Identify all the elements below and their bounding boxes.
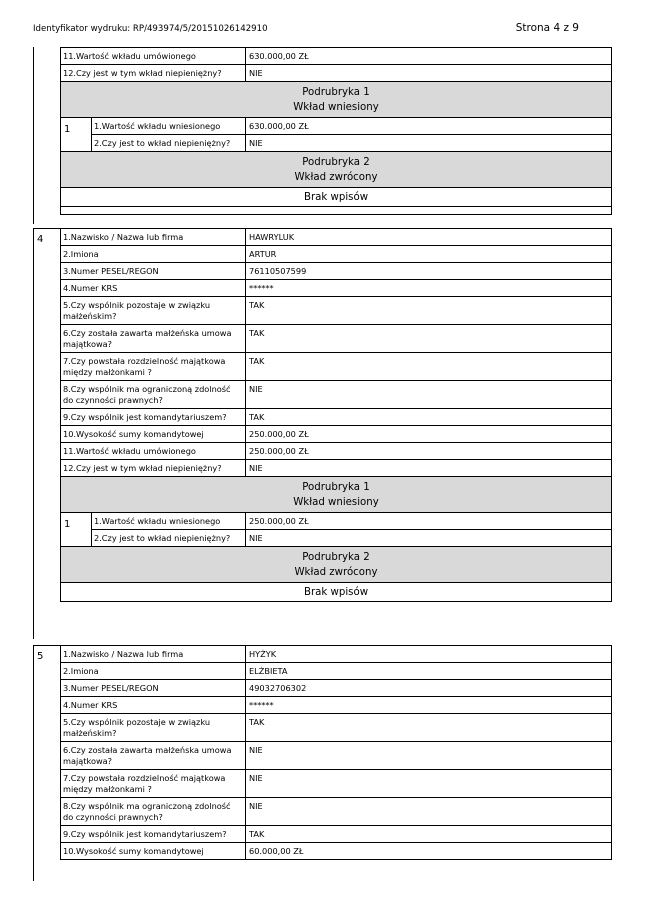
table-row [60, 826, 612, 843]
divider [60, 207, 612, 215]
row-label: 11.Wartość wkładu umówionego [61, 443, 246, 459]
row-value: NIE [249, 773, 263, 783]
table-row [60, 353, 612, 381]
row-value: 630.000,00 ZŁ [249, 51, 309, 61]
row-label: 9.Czy wspólnik jest komandytariuszem? [61, 826, 246, 842]
subsection-entry [60, 513, 612, 547]
row-label: 9.Czy wspólnik jest komandytariuszem? [61, 409, 246, 425]
row-label: 12.Czy jest w tym wkład niepieniężny? [61, 65, 246, 81]
table-row [60, 65, 612, 82]
partner-section-4 [33, 228, 612, 639]
table-row [60, 460, 612, 477]
row-value: 250.000,00 ZŁ [249, 429, 309, 439]
row-value: ARTUR [249, 249, 277, 259]
no-entries-text: Brak wpisów [60, 188, 612, 207]
row-value: NIE [249, 68, 263, 78]
row-value: NIE [249, 138, 263, 148]
table-row [60, 280, 612, 297]
row-label: 1.Wartość wkładu wniesionego [92, 513, 246, 529]
row-value: 250.000,00 ZŁ [249, 446, 309, 456]
row-label: 3.Numer PESEL/REGON [61, 263, 246, 279]
entry-index: 1 [60, 118, 91, 152]
subsection-header [60, 152, 612, 188]
entry-index: 1 [60, 513, 91, 547]
row-value: TAK [249, 717, 265, 727]
row-value: TAK [249, 412, 265, 422]
section-continued [33, 47, 612, 224]
subsection-entry [60, 118, 612, 152]
section-number: 5 [37, 651, 44, 662]
row-value: 60.000,00 ZŁ [249, 846, 304, 856]
table-row [60, 381, 612, 409]
row-value: TAK [249, 829, 265, 839]
table-row [60, 297, 612, 325]
row-label: 11.Wartość wkładu umówionego [61, 48, 246, 64]
row-value: 76110507599 [249, 266, 307, 276]
table-row [91, 513, 612, 530]
row-value: ****** [249, 283, 274, 293]
subsection-title: Podrubryka 2 [302, 552, 370, 563]
section-number: 4 [37, 234, 44, 245]
partner-section-5 [33, 645, 612, 881]
subsection-subtitle: Wkład zwrócony [294, 567, 378, 578]
table-row [60, 645, 612, 663]
print-identifier: Identyfikator wydruku: RP/493974/5/20151026142910 [33, 24, 268, 34]
section-number-column [33, 645, 61, 881]
table-row [60, 426, 612, 443]
row-label: 2.Czy jest to wkład niepieniężny? [92, 530, 246, 546]
row-label: 1.Nazwisko / Nazwa lub firma [61, 229, 246, 245]
row-label: 5.Czy wspólnik pozostaje w związku małżeńskim? [61, 297, 246, 324]
row-value: NIE [249, 745, 263, 755]
table-row [91, 530, 612, 547]
row-label: 6.Czy została zawarta małżeńska umowa majątkowa? [61, 325, 246, 352]
row-value: NIE [249, 533, 263, 543]
row-label: 7.Czy powstała rozdzielność majątkowa między małżonkami ? [61, 770, 246, 797]
row-label: 3.Numer PESEL/REGON [61, 680, 246, 696]
row-value: NIE [249, 801, 263, 811]
row-value: 250.000,00 ZŁ [249, 516, 309, 526]
table-row [60, 680, 612, 697]
section-number-column [33, 47, 61, 224]
table-row [60, 843, 612, 860]
row-label: 10.Wysokość sumy komandytowej [61, 843, 246, 859]
row-label: 8.Czy wspólnik ma ograniczoną zdolność do czynności prawnych? [61, 798, 246, 825]
table-row [60, 246, 612, 263]
row-label: 4.Numer KRS [61, 697, 246, 713]
table-row [60, 770, 612, 798]
row-label: 8.Czy wspólnik ma ograniczoną zdolność do czynności prawnych? [61, 381, 246, 408]
row-label: 1.Wartość wkładu wniesionego [92, 118, 246, 134]
table-row [60, 443, 612, 460]
table-row [91, 118, 612, 135]
subsection-subtitle: Wkład zwrócony [294, 172, 378, 183]
row-value: TAK [249, 356, 265, 366]
row-label: 10.Wysokość sumy komandytowej [61, 426, 246, 442]
table-row [60, 228, 612, 246]
subsection-title: Podrubryka 1 [302, 87, 370, 98]
row-value: 630.000,00 ZŁ [249, 121, 309, 131]
row-label: 2.Imiona [61, 663, 246, 679]
row-value: TAK [249, 300, 265, 310]
row-label: 4.Numer KRS [61, 280, 246, 296]
table-row [60, 697, 612, 714]
table-row [60, 663, 612, 680]
table-row [91, 135, 612, 152]
row-label: 7.Czy powstała rozdzielność majątkowa między małżonkami ? [61, 353, 246, 380]
table-row [60, 409, 612, 426]
row-value: HYŻYK [249, 649, 277, 659]
row-value: NIE [249, 463, 263, 473]
row-value: ELŻBIETA [249, 666, 288, 676]
row-value: ****** [249, 700, 274, 710]
row-label: 5.Czy wspólnik pozostaje w związku małżeńskim? [61, 714, 246, 741]
row-label: 6.Czy została zawarta małżeńska umowa majątkowa? [61, 742, 246, 769]
section-number-column [33, 228, 61, 639]
table-row [60, 325, 612, 353]
subsection-title: Podrubryka 1 [302, 482, 370, 493]
row-label: 1.Nazwisko / Nazwa lub firma [61, 646, 246, 662]
row-label: 2.Czy jest to wkład niepieniężny? [92, 135, 246, 151]
row-value: TAK [249, 328, 265, 338]
no-entries-text: Brak wpisów [60, 583, 612, 602]
subsection-header [60, 547, 612, 583]
row-label: 12.Czy jest w tym wkład niepieniężny? [61, 460, 246, 476]
table-row [60, 798, 612, 826]
table-row [60, 263, 612, 280]
subsection-subtitle: Wkład wniesiony [293, 102, 379, 113]
row-value: NIE [249, 384, 263, 394]
subsection-title: Podrubryka 2 [302, 157, 370, 168]
table-row [60, 714, 612, 742]
row-label: 2.Imiona [61, 246, 246, 262]
subsection-header [60, 82, 612, 118]
page-number: Strona 4 z 9 [515, 22, 579, 34]
table-row [60, 47, 612, 65]
subsection-subtitle: Wkład wniesiony [293, 497, 379, 508]
row-value: HAWRYLUK [249, 232, 295, 242]
row-value: 49032706302 [249, 683, 307, 693]
subsection-header [60, 477, 612, 513]
table-row [60, 742, 612, 770]
